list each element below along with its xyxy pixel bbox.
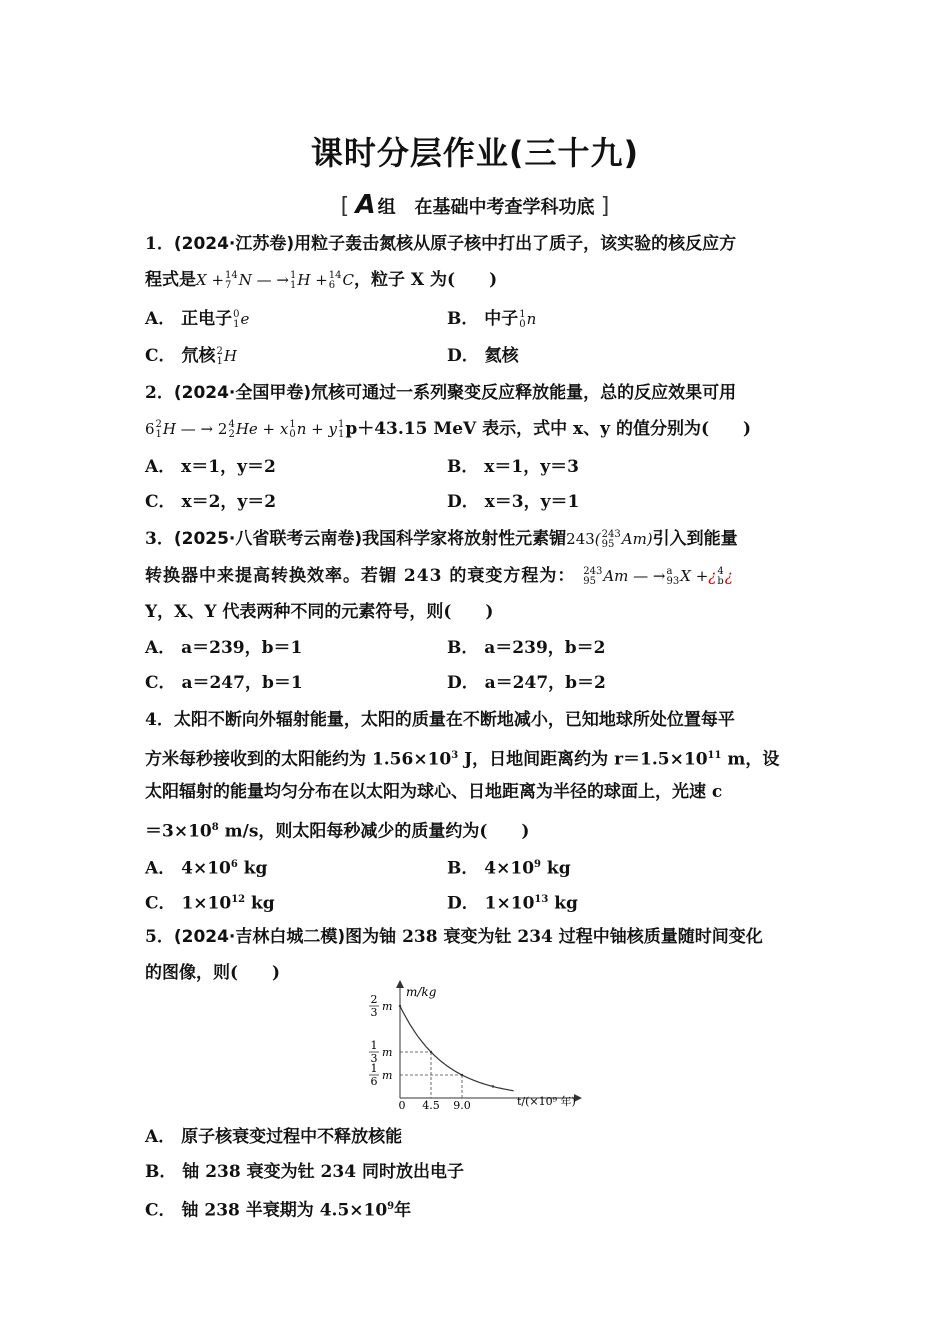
q3-line-2: 转换器中来提高转换效率。若镅 243 的衰变方程为： 243 95 Am — → a 93 X +¿ 4 b ¿ (145, 566, 733, 587)
data-point (461, 1074, 463, 1076)
q1-option-c[interactable]: C． 氘核 2 1 H (145, 346, 237, 367)
q3-option-b[interactable]: B． a＝239，b＝2 (447, 638, 606, 658)
q1-line-2: 程式是X + 14 7 N — → 1 1 H + 14 6 C，粒子 X 为( ) (145, 270, 498, 291)
y-axis-arrow (396, 980, 404, 988)
q4-line-1: 4．太阳不断向外辐射能量，太阳的质量在不断地减小，已知地球所处位置每平 (145, 710, 735, 730)
data-point (399, 1005, 401, 1007)
y-tick-numerator: 1 (370, 1061, 378, 1075)
q4-line-3: 太阳辐射的能量均匀分布在以太阳为球心、日地距离为半径的球面上，光速 c (145, 782, 723, 802)
q5-line-2: 的图像，则( ) (145, 963, 281, 983)
page-title: 课时分层作业(三十九) (310, 134, 640, 172)
y-tick-numerator: 2 (370, 993, 378, 1006)
data-point (492, 1085, 494, 1087)
q2-line-2: 6 2 1 H — → 2 4 2 He + x 1 0 n + y 1 1 p＋43.15 MeV 表示，式中 x、y 的值分别为( ) (145, 419, 752, 440)
q2-option-b[interactable]: B． x＝1，y＝3 (447, 457, 579, 477)
q3-line-3: Y，X、Y 代表两种不同的元素符号，则( ) (145, 602, 494, 622)
q4-line-2: 方米每秒接收到的太阳能约为 $1.56\times 10^3$ J，日地间距离约为 $r=1.5\times 10^{11}$ m，设 (145, 749, 780, 770)
q1-line-1: 1．(2024·江苏卷)用粒子轰击氮核从原子核中打出了质子，该实验的核反应方 (145, 234, 737, 254)
y-tick-label (369, 1062, 392, 1088)
mass-decay-chart (360, 978, 590, 1116)
q4-option-d[interactable]: D． $1\times 10^{13}$ kg (447, 893, 578, 914)
q1-option-a[interactable]: A． 正电子 0 1 e (145, 309, 250, 330)
q2-option-a[interactable]: A． x＝1，y＝2 (145, 457, 276, 477)
x-tick-label: 9.0 (453, 1099, 471, 1112)
y-tick-label (369, 993, 392, 1019)
y-tick-denominator: 3 (370, 1052, 378, 1066)
q2-equation: 6 2 1 H — → 2 4 2 He + x 1 0 n + y 1 1 (145, 419, 345, 440)
q5-line-1: 5．(2024·吉林白城二模)图为铀 238 衰变为钍 234 过程中铀核质量随时间变化 (145, 927, 763, 947)
section-header: [ A 组 在基础中考查学科功底 ] (340, 190, 610, 220)
q5-option-a[interactable]: A． 原子核衰变过程中不释放核能 (145, 1127, 403, 1147)
y-axis-label: m/kg (406, 985, 437, 999)
q4-option-c[interactable]: C． $1\times 10^{12}$ kg (145, 893, 275, 914)
q5-option-c[interactable]: C． 铀 238 半衰期为 $4.5\times 10^9$年 (145, 1200, 412, 1221)
y-tick-denominator: 6 (370, 1074, 378, 1088)
x-tick-label: 4.5 (422, 1099, 440, 1112)
q5-option-b[interactable]: B． 铀 238 衰变为钍 234 同时放出电子 (145, 1162, 464, 1182)
q2-line-1: 2．(2024·全国甲卷)氘核可通过一系列聚变反应释放能量，总的反应效果可用 (145, 383, 737, 403)
q3-option-d[interactable]: D． a＝247，b＝2 (447, 673, 606, 693)
q3-option-a[interactable]: A． a＝239，b＝1 (145, 638, 303, 658)
y-tick-var: m (382, 1068, 393, 1082)
q1-option-b[interactable]: B． 中子 1 0 n (447, 309, 537, 330)
q3-line-1: 3．(2025·八省联考云南卷)我国科学家将放射性元素镅243( 243 95 Am)引入到能量 (145, 529, 738, 550)
q1-equation: X + 14 7 N — → 1 1 H + 14 6 C (196, 270, 354, 291)
x-axis-label: t/(×10⁹ 年) (517, 1095, 576, 1108)
q4-option-b[interactable]: B． $4\times 10^9$ kg (447, 858, 571, 879)
q1-option-d[interactable]: D． 氦核 (447, 346, 519, 366)
section-letter: A (355, 190, 376, 220)
q4-line-4: $=3\times 10^8$ m/s，则太阳每秒减少的质量约为( ) (145, 821, 530, 842)
q2-option-c[interactable]: C． x＝2，y＝2 (145, 492, 277, 512)
y-tick-var: m (382, 1000, 393, 1013)
decay-curve (400, 1006, 514, 1091)
x-tick-label: 0 (398, 1099, 406, 1112)
y-tick-denominator: 3 (370, 1006, 378, 1019)
data-point (430, 1051, 432, 1053)
y-tick-numerator: 1 (370, 1039, 378, 1053)
q4-option-a[interactable]: A． $4\times 10^6$ kg (145, 858, 268, 879)
q3-option-c[interactable]: C． a＝247，b＝1 (145, 673, 303, 693)
y-tick-var: m (382, 1046, 393, 1060)
q2-option-d[interactable]: D． x＝3，y＝1 (447, 492, 580, 512)
section-title: 在基础中考查学科功底 (414, 197, 595, 218)
